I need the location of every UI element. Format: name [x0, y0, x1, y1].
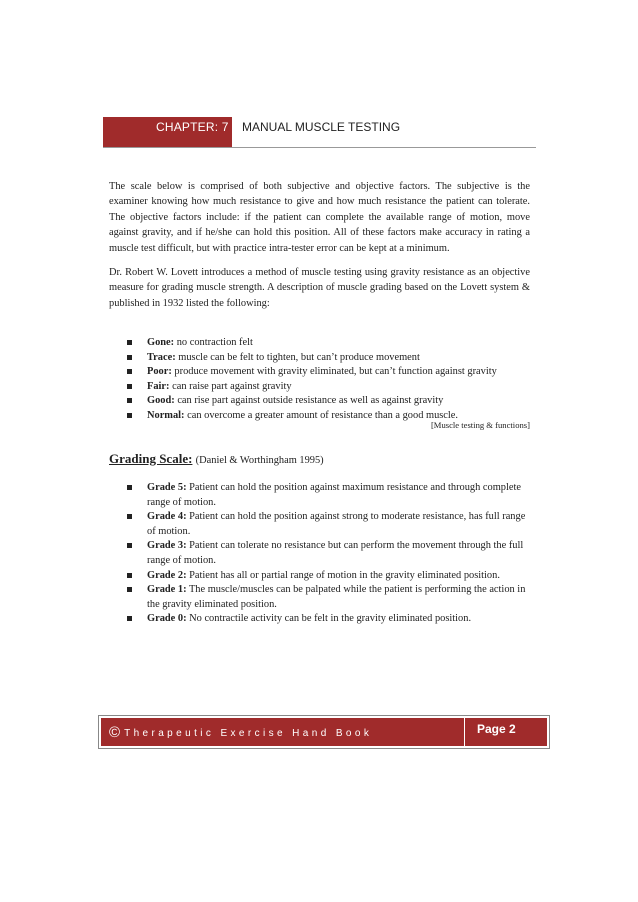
- bullet-icon: [127, 398, 132, 403]
- term: Grade 5:: [147, 482, 187, 493]
- description: Patient has all or partial range of motion in the gravity eliminated position.: [186, 569, 500, 581]
- grading-scale-list: [109, 481, 530, 627]
- copyright-icon: ©: [109, 724, 121, 741]
- term: Grade 3:: [147, 540, 187, 552]
- chapter-title: MANUAL MUSCLE TESTING: [242, 120, 401, 134]
- bullet-icon: [127, 340, 132, 345]
- grading-title: Grading Scale:: [109, 451, 193, 466]
- bullet-icon: [127, 587, 132, 592]
- footer-banner: [101, 718, 547, 746]
- citation: [Muscle testing & functions]: [430, 420, 530, 430]
- bullet-icon: [127, 355, 132, 360]
- intro-paragraph-2: Dr. Robert W. Lovett introduces a method of muscle testing using gravity resistance as an objective measure for grading muscle strength. A description of muscle grading based on the Lovett system & published in 1932 listed the following:: [109, 267, 530, 309]
- description: produce movement with gravity eliminated, but can’t function against gravity: [171, 366, 497, 378]
- term: Normal:: [147, 409, 185, 421]
- term: Grade 0:: [147, 613, 187, 625]
- list-item: [109, 481, 530, 510]
- bullet-icon: [127, 485, 132, 490]
- description: Patient can tolerate no resistance but can perform the movement through the full range of motion.: [147, 540, 524, 566]
- footer-book-title: [109, 724, 372, 741]
- list-item: [109, 336, 530, 351]
- term: Poor:: [147, 366, 172, 378]
- term: Gone:: [147, 337, 175, 348]
- list-item: [109, 539, 530, 568]
- intro-paragraph-1: The scale below is comprised of both subjective and objective factors. The subjective is the examiner knowing how much resistance to give and how much resistance the patient can tolerate. The objective factors include: if the patient can complete the available range of motion, move against gravity, and if he/she can hold this position. All of these factors make accuracy in rating a muscle test difficult, but with practice intra-tester error can be kept at a minimum.: [109, 181, 530, 254]
- term: Trace:: [147, 351, 176, 363]
- description: can raise part against gravity: [169, 380, 292, 392]
- bullet-icon: [127, 616, 132, 621]
- term: Good:: [147, 395, 175, 407]
- bullet-icon: [127, 543, 132, 548]
- list-item: [109, 394, 530, 409]
- bullet-icon: [127, 573, 132, 578]
- bullet-icon: [127, 384, 132, 389]
- description: The muscle/muscles can be palpated while the patient is performing the action in the gravity eliminated position.: [147, 584, 526, 610]
- term: Grade 2:: [147, 569, 187, 581]
- term: Fair:: [147, 380, 170, 392]
- description: no contraction felt: [174, 337, 253, 348]
- bullet-icon: [127, 413, 132, 418]
- list-item: [109, 365, 530, 380]
- term: Grade 1:: [147, 584, 187, 596]
- description: can rise part against outside resistance as well as against gravity: [174, 395, 444, 407]
- bullet-icon: [127, 514, 132, 519]
- grading-heading: [109, 451, 324, 467]
- header-divider: [103, 147, 536, 148]
- page-number: Page 2: [477, 722, 516, 736]
- list-item: [109, 351, 530, 366]
- description: Patient can hold the position against maximum resistance and through complete range of motion.: [147, 482, 521, 508]
- description: muscle can be felt to tighten, but can’t produce movement: [175, 351, 420, 363]
- lovett-scale-list: [109, 336, 530, 424]
- term: Grade 4:: [147, 511, 187, 523]
- description: Patient can hold the position against strong to moderate resistance, has full range of motion.: [147, 511, 526, 537]
- chapter-banner: [103, 117, 232, 147]
- list-item: [109, 583, 530, 612]
- list-item: [109, 612, 530, 627]
- description: No contractile activity can be felt in the gravity eliminated position.: [186, 613, 472, 625]
- list-item: [109, 569, 530, 584]
- page-footer: [98, 715, 550, 749]
- grading-source: (Daniel & Worthingham 1995): [195, 455, 324, 466]
- list-item: [109, 380, 530, 395]
- bullet-icon: [127, 369, 132, 374]
- page-number-box: [464, 718, 547, 746]
- book-title: Therapeutic Exercise Hand Book: [124, 728, 373, 739]
- chapter-label: CHAPTER: 7: [156, 120, 229, 134]
- description: can overcome a greater amount of resistance than a good muscle.: [184, 409, 459, 421]
- list-item: [109, 510, 530, 539]
